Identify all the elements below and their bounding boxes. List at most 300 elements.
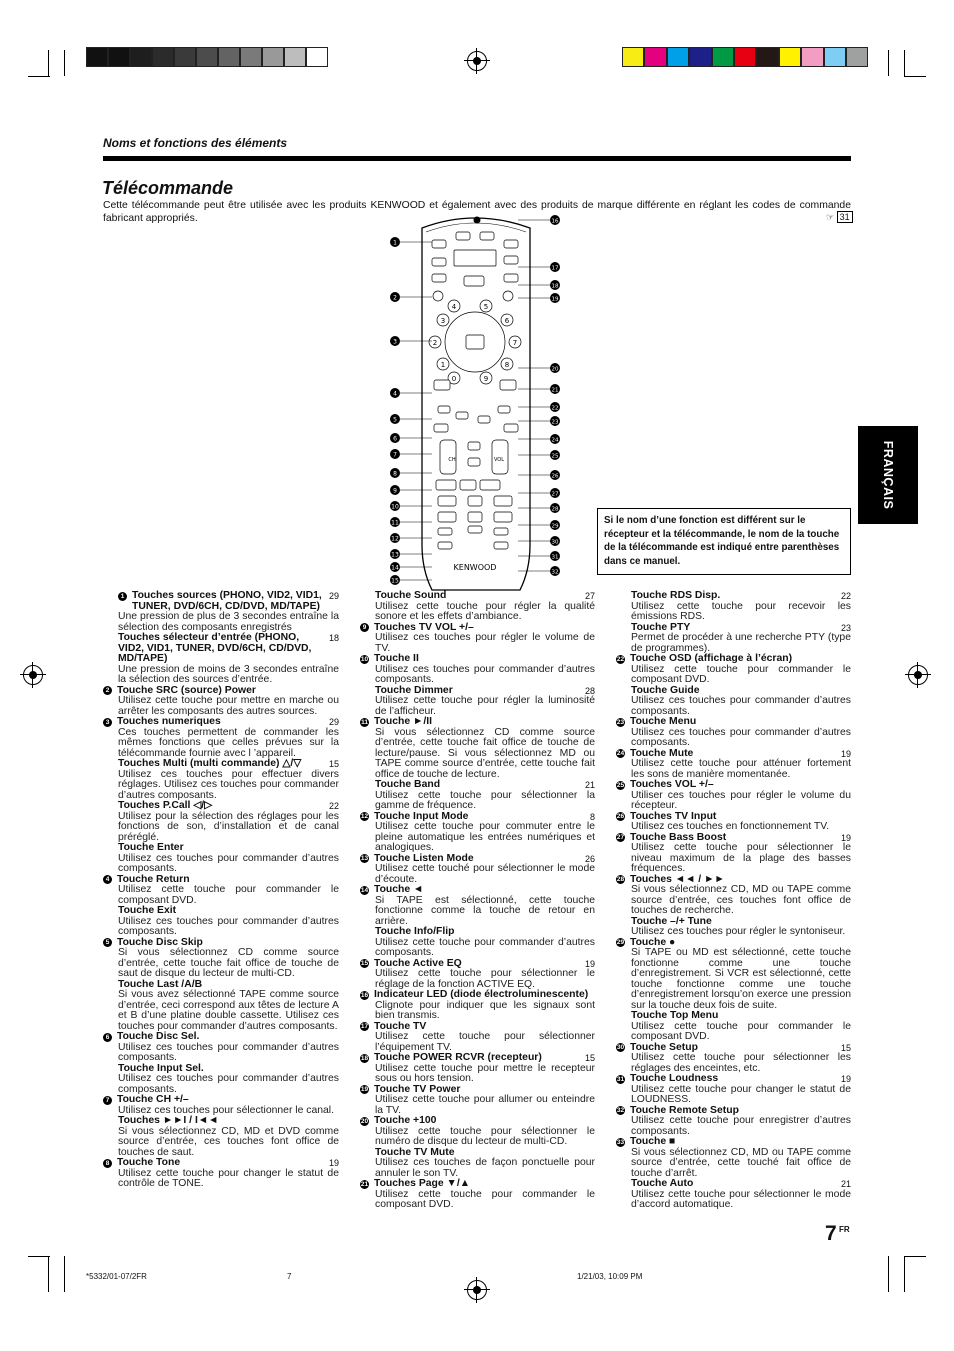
entry: [360, 1053, 595, 1085]
callout-label: 23: [551, 419, 559, 426]
entry-title: Touche SRC (source) Power: [117, 684, 256, 696]
callout-label: 20: [551, 366, 559, 373]
entry: [360, 654, 595, 686]
entry-number: 6: [103, 1033, 112, 1042]
entry-title: Touche Top Menu: [631, 1010, 719, 1021]
entry: [360, 1085, 595, 1117]
entry-body: Si vous sélectionnez CD comme source d’entrée, cette touche fait office de touche de lecture/pause. Si vous sélectionnez MD ou TAPE comme source d’entrée, cette touche fait office de touche de lecture.: [375, 726, 595, 780]
column-1: [103, 591, 339, 1190]
callout-label: 15: [391, 577, 399, 585]
svg-text:4: 4: [451, 303, 457, 311]
svg-text:CH: CH: [448, 457, 456, 463]
entry-number: 12: [360, 813, 369, 820]
entry-number: 33: [616, 1138, 625, 1146]
entry: [616, 749, 851, 781]
entry-title: Touche Listen Mode: [374, 852, 474, 864]
entry-title: Touches P.Call ◁/▷: [118, 800, 213, 811]
entry: [616, 938, 851, 1012]
entry: [616, 591, 851, 623]
entry-heading: [616, 1179, 851, 1190]
page-reference: 19: [840, 1074, 851, 1084]
entry-heading: [616, 654, 851, 665]
entry: [103, 633, 339, 686]
entry-body: Permet de procéder à une recherche PTY (type de programmes).: [631, 632, 851, 654]
page-reference: 15: [584, 1053, 595, 1063]
entry-body: Ces touches permettent de commander les mêmes fonctions que celles prévues sur la télécommande fournie avec l ’appareil.: [118, 726, 339, 759]
entry-heading: [360, 591, 595, 602]
entry-heading: [103, 633, 339, 665]
entry: [616, 1137, 851, 1179]
entry-heading: [616, 717, 851, 728]
entry-heading: [103, 759, 339, 770]
entry-title: Touche Info/Flip: [375, 926, 455, 937]
callout-label: 12: [391, 535, 399, 543]
entry-body: Utilisez cette touche pour sélectionner le niveau maximum de la plage des basses fréquences.: [631, 842, 851, 874]
gray-swatch: [240, 47, 262, 67]
page-reference: 28: [584, 685, 595, 696]
entry-body: Utilisez cette touche pour atténuer fortement les sons de manière momentanée.: [631, 758, 851, 780]
gray-swatch: [218, 47, 240, 67]
entry: [616, 917, 851, 938]
entry-title: Touche Mute: [630, 747, 694, 759]
callout-label: 31: [551, 554, 559, 561]
entry: [103, 906, 339, 938]
svg-text:VOL: VOL: [493, 457, 505, 463]
callout-label: 3: [393, 338, 397, 346]
svg-text:3: 3: [440, 317, 446, 325]
column-3: [616, 591, 851, 1211]
entry-title: Touches TV Input: [630, 810, 717, 822]
svg-text:1: 1: [440, 361, 446, 369]
entry-body: Utilisez pour la sélection des réglages pour les fonctions de son, d’installation et de canal préréglé.: [118, 810, 339, 843]
entry-body: Utilisez cette touche pour changer le statut de LOUDNESS.: [631, 1083, 851, 1105]
entry: [616, 1179, 851, 1211]
entry-body: Utilisez cette touche pour régler la qualité sonore et les effets d’ambiance.: [375, 600, 595, 622]
entry-heading: [360, 927, 595, 938]
entry-heading: [103, 717, 339, 728]
entry-number: 23: [616, 718, 625, 726]
column-2: [360, 591, 595, 1211]
entry-heading: [360, 717, 595, 728]
registration-mark-icon: [464, 48, 490, 74]
page-number: 7: [825, 1222, 837, 1245]
entry-title: Touche Input Mode: [374, 810, 469, 822]
entry-title: Touches ►►I / I◄◄: [118, 1115, 219, 1126]
callout-label: 11: [391, 519, 399, 527]
entry-body: Utilisez cette touche pour changer le statut de contrôle de TONE.: [118, 1167, 339, 1189]
entry-heading: [360, 990, 595, 1001]
entry-body: Utilisez ces touches pour régler le volume de TV.: [375, 632, 595, 654]
entry-body: Utilisez ces touches pour commander d’autres composants.: [118, 1073, 339, 1095]
crop-mark: [28, 1256, 50, 1257]
color-swatch: [622, 47, 644, 67]
entry-title: Touche OSD (affichage à l’écran): [630, 653, 793, 664]
entry: [360, 990, 595, 1022]
crop-mark: [64, 1256, 65, 1292]
gray-swatch: [86, 47, 108, 67]
entry-body: Utilisez cette touche pour mettre en marche ou arrêter les composants des autres sources.: [118, 695, 339, 717]
entry-body: Utilisez cette touche pour sélectionner la gamme de fréquence.: [375, 789, 595, 811]
color-swatch: [779, 47, 801, 67]
entry-body: Utiliser ces touches pour régler le volume du récepteur.: [631, 789, 851, 811]
entry-heading: [103, 1095, 339, 1106]
entry-number: 27: [616, 834, 625, 841]
entry-body: Utilisez ces touches en fonctionnement TV.: [631, 821, 830, 832]
entry-title: Touche Setup: [630, 1041, 698, 1053]
entry: [103, 717, 339, 759]
entry-body: Utilisez ces touches de façon ponctuelle pour annuler le son TV.: [375, 1157, 595, 1179]
color-swatch: [846, 47, 868, 67]
crop-mark: [64, 50, 65, 76]
entry-heading: [360, 654, 595, 665]
entry-number: 31: [616, 1075, 625, 1083]
entry-body: Utilisez ces touches pour commander d’autres composants.: [631, 695, 851, 717]
entry-number: 14: [360, 886, 369, 894]
page-reference: 22: [328, 801, 339, 811]
entry-heading: [103, 1116, 339, 1127]
registration-mark-icon: [464, 1277, 490, 1303]
entry-body: Utilisez cette touche pour sélectionner le mode d’accord automatique.: [631, 1188, 851, 1210]
entry: [103, 938, 339, 980]
gray-swatch: [196, 47, 218, 67]
entry: [103, 759, 339, 801]
entry-title: Touche Disc Sel.: [117, 1031, 200, 1042]
callout-label: 16: [551, 218, 559, 225]
gray-swatch: [152, 47, 174, 67]
entry-heading: [360, 885, 595, 896]
entry-number: 8: [103, 1159, 112, 1168]
entry-number: 24: [616, 750, 625, 757]
gray-swatch: [174, 47, 196, 67]
callout-label: 6: [393, 435, 397, 443]
entry-body: Utilisez ces touches pour sélectionner le canal.: [118, 1104, 335, 1116]
entry-heading: [616, 1137, 851, 1148]
note-box: Si le nom d’une fonction est différent sur le récepteur et la télécommande, le nom de la touche de la télécommande est indiqué entre parenthèses dans ce manuel.: [597, 508, 851, 575]
footer-page: 7: [287, 1272, 292, 1281]
entry: [616, 875, 851, 917]
callout-label: 21: [551, 387, 559, 394]
callout-label: 1: [393, 239, 397, 247]
entry-body: Si vous sélectionnez CD comme source d’entrée, cette touche fait office de touche de saut de disque du lecteur de multi-CD.: [118, 947, 339, 979]
entry-body: Utilisez ces touches pour commander d’autres composants.: [631, 726, 851, 748]
entry-number: 13: [360, 855, 369, 862]
entry-heading: [616, 780, 851, 791]
entry-title: Touches VOL +/–: [630, 779, 714, 790]
callout-label: 13: [391, 551, 399, 559]
entry: [360, 885, 595, 927]
page-reference: 19: [840, 748, 851, 759]
entry-title: Touche Sound: [375, 590, 447, 601]
gray-swatch: [262, 47, 284, 67]
page-reference: 19: [584, 958, 595, 969]
entry: [616, 654, 851, 686]
page-reference: 19: [840, 832, 851, 843]
page-reference: 29: [328, 591, 339, 601]
entry-title: Touche Active EQ: [374, 957, 462, 969]
entry-title: Touche Dimmer: [375, 684, 453, 696]
entry-heading: [616, 1011, 851, 1022]
gray-swatch: [306, 47, 328, 67]
callout-label: 5: [393, 416, 397, 424]
entry: [616, 780, 851, 812]
entry-body: Utilisez cette touche pour commander le composant DVD.: [631, 1020, 851, 1042]
color-swatch: [644, 47, 666, 67]
entry-body: Utilisez cette touche pour commuter entre le pleine automatique les entrées numériques et analogiques.: [375, 821, 595, 853]
entry: [103, 801, 339, 843]
entry-number: 15: [360, 960, 369, 967]
entry-title: Touche POWER RCVR (recepteur): [374, 1052, 542, 1063]
callout-label: 27: [551, 491, 559, 498]
callout-label: 2: [393, 294, 397, 302]
entry-title: Touche Exit: [118, 905, 177, 916]
entry-heading: [103, 1158, 339, 1169]
footer-code: *5332/01-07/2FR: [86, 1272, 147, 1281]
page-reference: 29: [328, 717, 339, 727]
entry-number: 26: [616, 813, 625, 820]
entry-body: Utilisez ces touches pour régler le syntoniseur.: [631, 926, 846, 937]
callout-label: 10: [391, 503, 399, 511]
entry-number: 19: [360, 1086, 369, 1093]
entry-title: Touches Multi (multi commande) △/▽: [118, 758, 302, 769]
svg-text:7: 7: [512, 339, 518, 347]
entry-body: Utilisez cette touche pour commander le composant DVD.: [118, 884, 339, 906]
entry-title: Touche ◄: [374, 884, 424, 895]
entry-title: Touche ■: [630, 1136, 676, 1147]
entry-title: Touche Menu: [630, 716, 697, 727]
entry: [616, 1074, 851, 1106]
entry-title: Touche Disc Skip: [117, 936, 203, 948]
entry-title: Touche +100: [374, 1115, 437, 1126]
page-reference: 27: [584, 591, 595, 601]
page-title: Télécommande: [102, 178, 234, 198]
crop-mark: [904, 1256, 905, 1292]
entry-number: 16: [360, 991, 369, 999]
entry-body: Utilisez cette touche pour recevoir les émissions RDS.: [631, 600, 851, 622]
entry: [616, 1043, 851, 1075]
entry-number: 7: [103, 1096, 112, 1105]
callout-label: 17: [551, 265, 559, 272]
callout-label: 8: [393, 470, 397, 478]
entry-title: Touche II: [374, 653, 419, 664]
entry: [103, 875, 339, 907]
entry-body: Utilisez cette touche pour commander le composant DVD.: [375, 1188, 595, 1210]
entry: [616, 717, 851, 749]
entry-title: Touche Band: [375, 779, 441, 790]
callout-label: 9: [393, 487, 397, 495]
entry-title: Touches TV VOL +/–: [374, 621, 474, 633]
page-language: FR: [839, 1225, 850, 1234]
entry: [103, 1158, 339, 1190]
page-reference: 22: [840, 591, 851, 601]
crop-mark: [904, 76, 926, 77]
entry-heading: [616, 591, 851, 602]
entry-title: Touche TV Power: [374, 1083, 461, 1095]
entry: [360, 780, 595, 812]
entry-title: Touche PTY: [631, 621, 691, 633]
entry-body: Utilisez cette touche pour commander le composant DVD.: [631, 663, 851, 685]
entry-body: Utilisez cette touche pour allumer ou enteindre la TV.: [375, 1094, 595, 1116]
entry-body: Utilisez cette touche pour sélectionner les réglages des enceintes, etc.: [631, 1052, 851, 1074]
crop-mark: [28, 76, 50, 77]
entry-title: Touche Input Sel.: [118, 1062, 204, 1074]
callout-label: 24: [551, 437, 559, 444]
entry-heading: [103, 843, 339, 854]
entry-body: Clignote pour indiquer que les signaux sont bien transmis.: [375, 999, 595, 1021]
page-reference: 8: [589, 811, 595, 822]
color-swatch: [734, 47, 756, 67]
svg-text:8: 8: [504, 361, 510, 369]
entry-body: Si vous avez sélectionné TAPE comme source d’entrée, ceci correspond aux têtes de lecture A et B d’une platine double cassette. Utilisez ces touches pour commander d’autres composants.: [118, 989, 339, 1032]
gray-swatch: [284, 47, 306, 67]
entry: [103, 843, 339, 875]
color-swatch: [801, 47, 823, 67]
svg-text:KENWOOD: KENWOOD: [453, 563, 497, 572]
entry-title: Touche TV Mute: [375, 1146, 455, 1158]
entry: [616, 833, 851, 875]
entry-number: 9: [360, 623, 369, 632]
entry-heading: [360, 1053, 595, 1064]
callout-label: 19: [551, 296, 559, 303]
entry-title: Touche TV: [374, 1020, 427, 1032]
entry-body: Une pression de plus de 3 secondes entraîne la sélection des composants enregistrés: [118, 611, 339, 633]
entry-body: Utilisez cette touche pour mettre le recepteur sous ou hors tension.: [375, 1062, 595, 1084]
callout-label: 26: [551, 473, 559, 480]
callout-label: 28: [551, 506, 559, 513]
entry-title: Touche ►/II: [374, 716, 433, 727]
intro-text: Cette télécommande peut être utilisée avec les produits KENWOOD et également avec des produits de marque différente en réglant les codes de commande fabricant appropriés.: [103, 200, 851, 224]
entry: [360, 812, 595, 854]
callout-label: 4: [393, 390, 397, 398]
entry-body: Si TAPE ou MD est sélectionné, cette touche fonctionne comme une touche d’enregistrement. Si VCR est sélectionné, cette touche fonctionne comme une touche d’enregistrement lorsqu’on exerce une pression sur la touche deux fois de suite.: [631, 947, 851, 1011]
entry: [360, 1022, 595, 1054]
color-swatch: [756, 47, 778, 67]
page-reference: 15: [840, 1042, 851, 1053]
entry-body: Si TAPE est sélectionné, cette touche fonctionne comme la touche de retour en arrière.: [375, 894, 595, 927]
entry-number: 32: [616, 1107, 625, 1114]
language-tab: FRANÇAIS: [858, 426, 918, 524]
color-swatch: [824, 47, 846, 67]
entry: [360, 1179, 595, 1211]
entry-number: 30: [616, 1044, 625, 1051]
entry-title: Touche Auto: [631, 1178, 694, 1189]
entry-title: Touches ◄◄ / ►►: [630, 873, 725, 885]
page-reference: 23: [840, 622, 851, 633]
entry-number: 29: [616, 939, 625, 946]
footer-date: 1/21/03, 10:09 PM: [577, 1272, 643, 1281]
entry: [360, 717, 595, 780]
entry-title: Touche Enter: [118, 842, 184, 853]
gray-swatch: [108, 47, 130, 67]
entry-body: Une pression de moins de 3 secondes entraîne la sélection des sources d’entrée.: [118, 663, 339, 685]
entry-heading: [103, 801, 339, 812]
entry-heading: [103, 906, 339, 917]
entry-body: Utilisez ces touches pour commander d’autres composants.: [118, 1041, 339, 1063]
entry: [616, 623, 851, 655]
entry: [360, 1116, 595, 1148]
entry: [103, 1116, 339, 1158]
entry-heading: [360, 1179, 595, 1190]
entry-number: 18: [360, 1054, 369, 1062]
entry: [360, 959, 595, 991]
entry-number: 20: [360, 1117, 369, 1125]
svg-text:6: 6: [504, 317, 510, 325]
entry: [360, 623, 595, 655]
entry-number: 22: [616, 655, 625, 663]
callout-label: 7: [393, 451, 397, 459]
entry-title: Touche RDS Disp.: [631, 590, 721, 601]
entry-number: 21: [360, 1180, 369, 1188]
entry-body: Utilisez ces touches pour commander d’autres composants.: [375, 663, 595, 685]
entry-number: 17: [360, 1023, 369, 1030]
entry: [103, 1095, 339, 1116]
entry: [103, 686, 339, 718]
entry: [103, 1032, 339, 1064]
remote-control-illustration: [380, 210, 570, 595]
entry: [103, 591, 339, 633]
entry-number: 25: [616, 781, 625, 789]
svg-text:2: 2: [432, 339, 438, 347]
crop-mark: [888, 1256, 889, 1292]
registration-mark-icon: [905, 662, 931, 688]
entry-number: 2: [103, 686, 112, 695]
entry-body: Si vous sélectionnez CD, MD ou TAPE comme source d’entrée, ces touches font office de touches de recherche.: [631, 884, 851, 916]
registration-mark-icon: [20, 662, 46, 688]
entry-number: 1: [118, 592, 127, 601]
entry: [360, 591, 595, 623]
entry-body: Utilisez cette touche pour régler la luminosité de l’afficheur.: [375, 695, 595, 717]
crop-mark: [904, 1256, 926, 1257]
entry-number: 4: [103, 875, 112, 884]
entry-body: Utilisez cette touche pour enregistrer d’autres composants.: [631, 1115, 851, 1137]
entry-title: Touche –/+ Tune: [631, 915, 712, 927]
entry-number: 10: [360, 655, 369, 663]
entry-body: Utilisez cette touche pour commander d’autres composants.: [375, 936, 595, 958]
entry: [360, 854, 595, 886]
entry: [103, 1064, 339, 1096]
entry-title: Touche Tone: [117, 1157, 181, 1168]
entry: [616, 812, 851, 833]
crop-mark: [904, 50, 905, 76]
entry-body: Utilisez ces touches pour commander d’autres composants.: [118, 915, 339, 937]
crop-mark: [48, 50, 49, 76]
entry-body: Utilisez cette touche pour sélectionner le numéro de disque du lecteur de multi-CD.: [375, 1125, 595, 1147]
color-swatch: [667, 47, 689, 67]
callout-label: 14: [391, 564, 399, 572]
callout-label: 25: [551, 453, 559, 460]
page-reference: 26: [584, 853, 595, 864]
entry-body: Si vous sélectionnez CD, MD et DVD comme source d’entrée, ces touches font office de touches de saut.: [118, 1125, 339, 1158]
callout-label: 22: [551, 405, 559, 412]
entry-title: Touche CH +/–: [117, 1094, 189, 1105]
callout-label: 32: [551, 569, 559, 576]
svg-text:9: 9: [483, 375, 489, 383]
color-swatch: [689, 47, 711, 67]
callout-label: 18: [551, 283, 559, 290]
entry-title: Touche ●: [630, 936, 676, 948]
entry-number: 11: [361, 718, 368, 726]
section-heading: Noms et fonctions des éléments: [103, 136, 288, 150]
page-reference: 15: [328, 759, 339, 769]
page-reference: 19: [328, 1158, 339, 1168]
entry-title: Touche Loudness: [630, 1073, 719, 1084]
entry-body: Utilisez cette touche pour sélectionner l’équipement TV.: [375, 1031, 595, 1053]
entry-title: Touches sources (PHONO, VID2, VID1, TUNER, DVD/6CH, CD/DVD, MD/TAPE): [132, 590, 322, 612]
entry-body: Utilisez ces touches pour commander d’autres composants.: [118, 852, 339, 874]
entry: [103, 980, 339, 1033]
entry-title: Touches sélecteur d’entrée (PHONO, VID2, VID1, TUNER, DVD/6CH, CD/DVD, MD/TAPE): [118, 632, 312, 664]
callout-label: 29: [551, 523, 559, 530]
entry-title: Touche Return: [117, 873, 190, 885]
